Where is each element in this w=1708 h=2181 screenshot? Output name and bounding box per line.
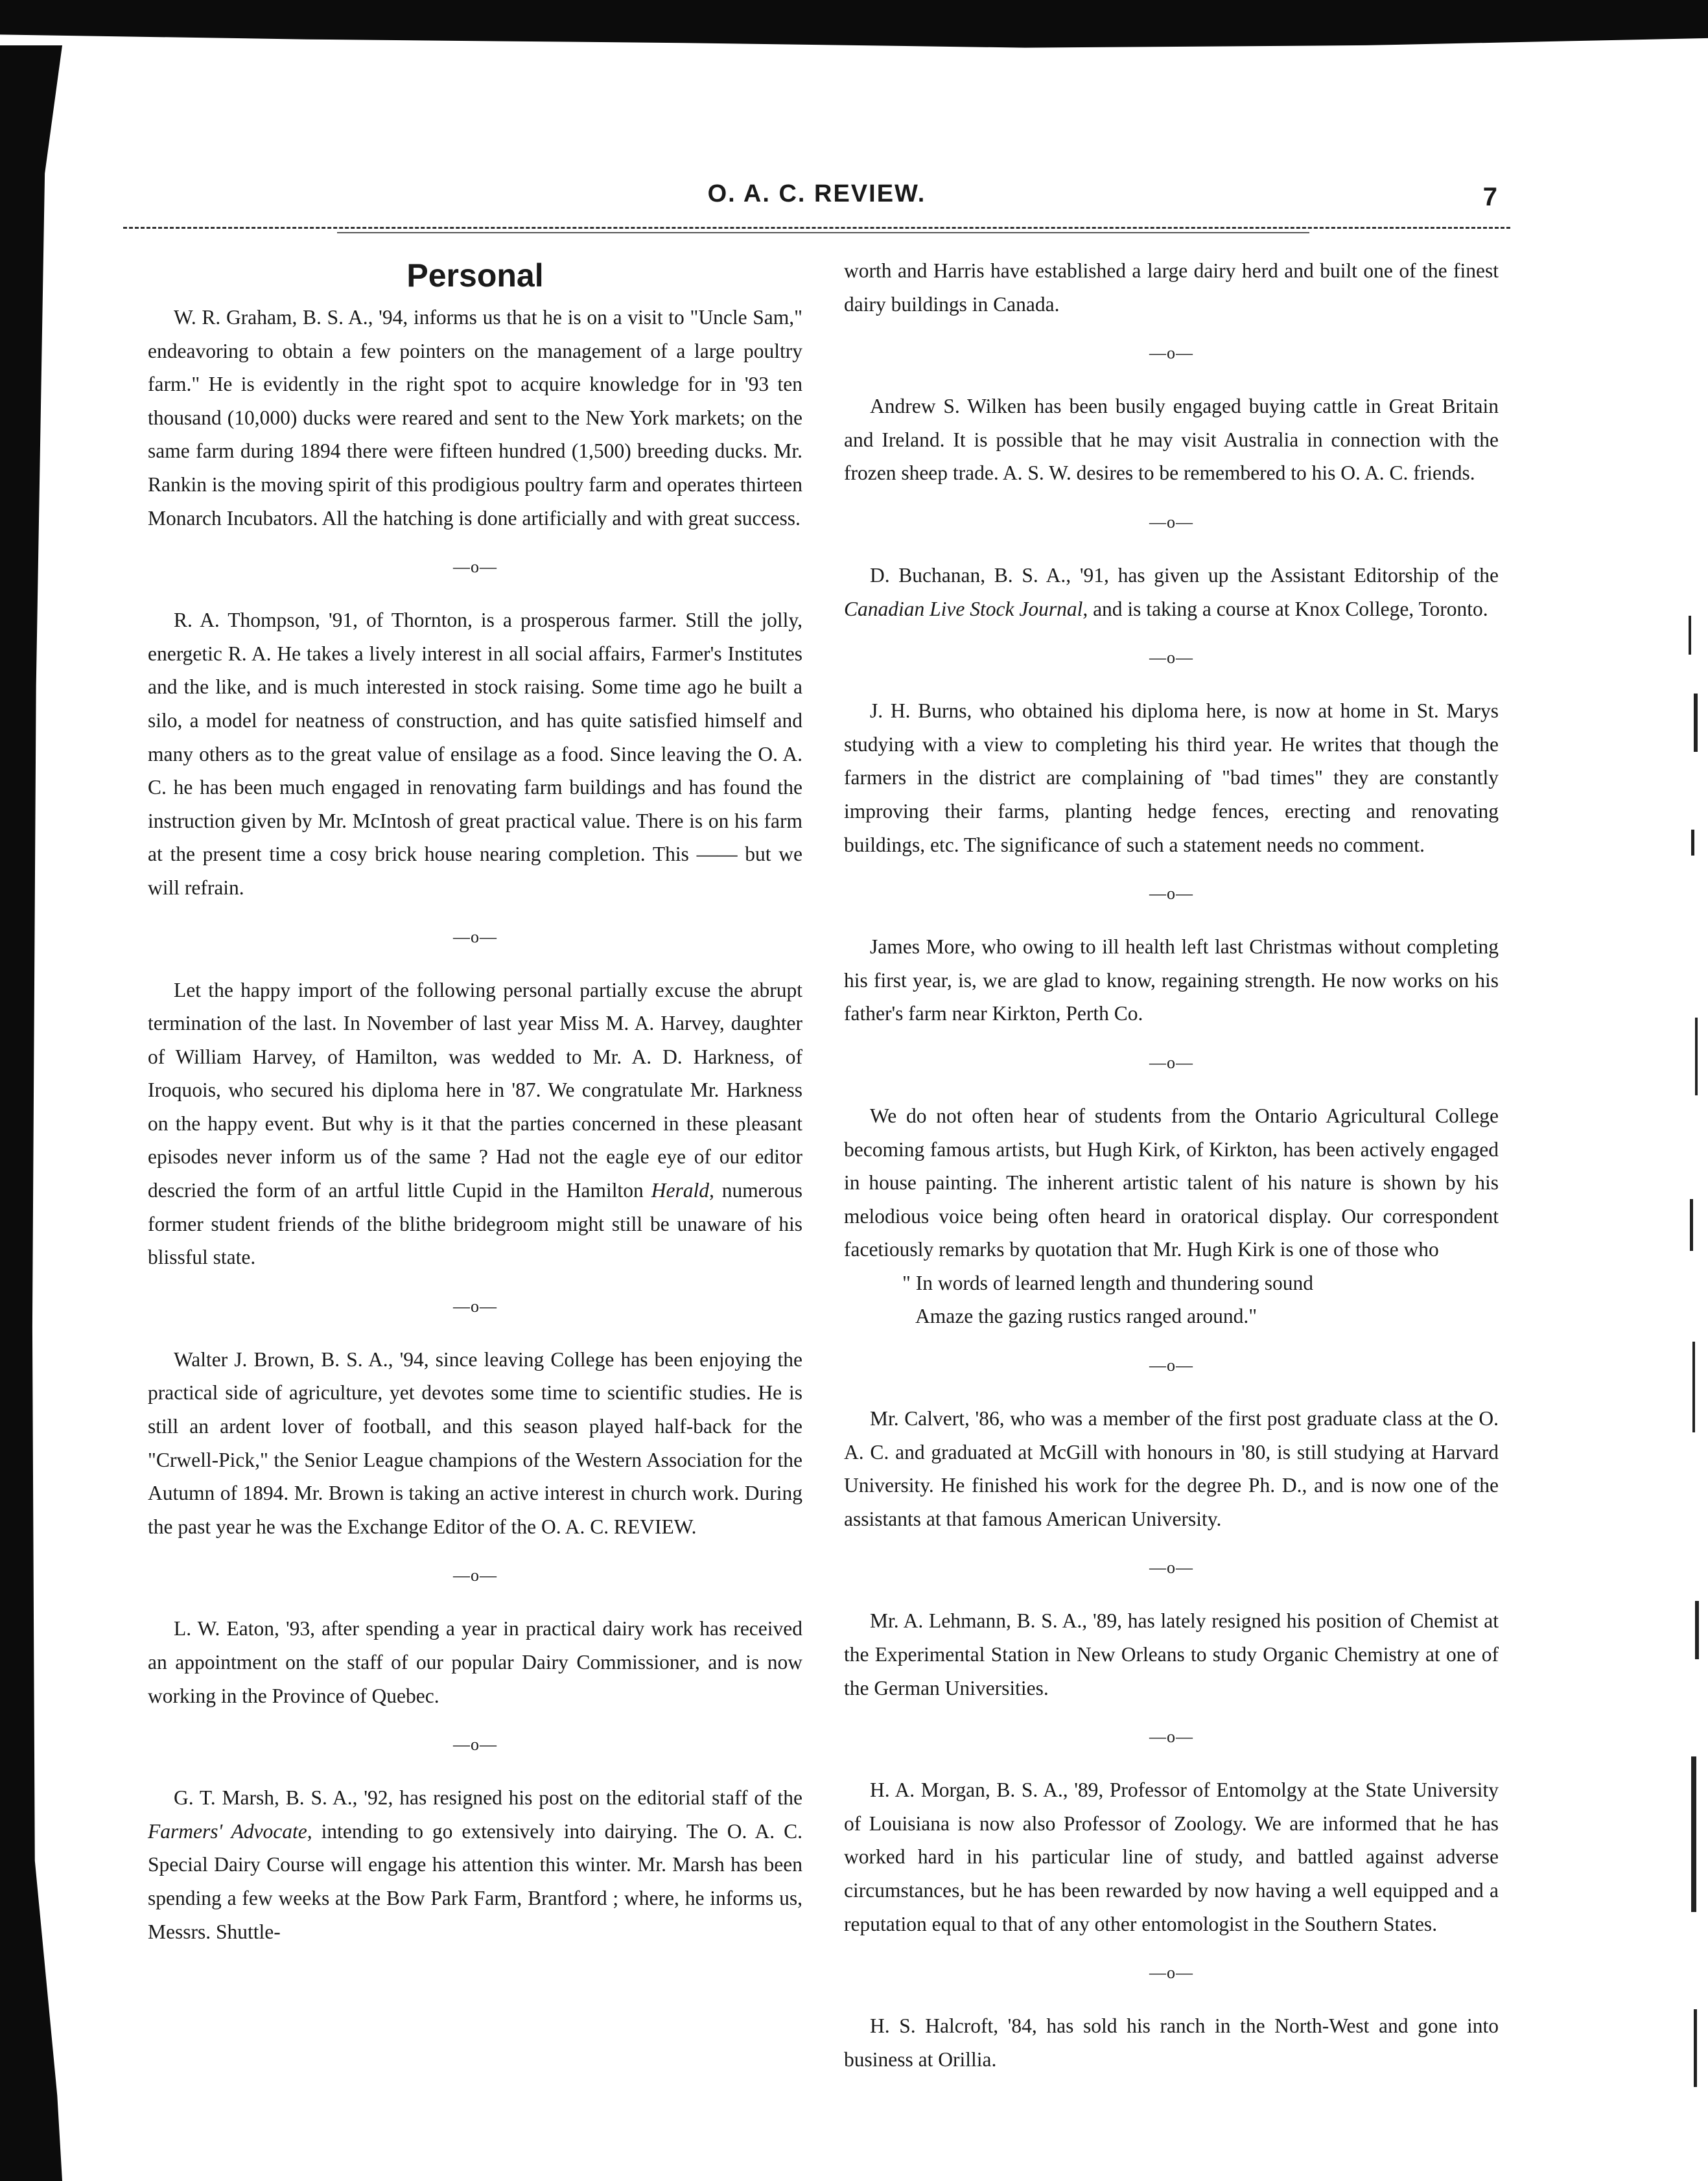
personal-item-brown: Walter J. Brown, B. S. A., '94, since leaving College has been enjoying the practical side of agriculture, yet devotes some time to scientific studies. He is still an ardent lover of football, and this season played half-back for the "Crwell-Pick," the Senior League champions of the Western Association for the Autumn of 1894. Mr. Brown is taking an active interest in church work. During the past year he was the Exchange Editor of the O. A. C. REVIEW. [148,1347,802,1538]
personal-item-marsh [148,1781,802,1948]
item-divider: —o— [1149,1356,1193,1375]
page-number: 7 [1482,183,1497,211]
newspaper-title: Herald, [651,1179,714,1202]
personal-item-graham: W. R. Graham, B. S. A., '94, informs us that he is on a visit to "Uncle Sam," endeavoring to obtain a few pointers on the management of a large poultry farm." He is evidently in the right spot to acquire knowledge for in '93 ten thousand (10,000) ducks were reared and sent to the New York markets; on the same farm during 1894 there were fifteen hundred (1,500) breeding ducks. Mr. Rankin is the moving spirit of this prodigious poultry farm and operates thirteen Monarch Incubators. All the hatching is done artificially and with great success. [148,306,802,530]
personal-item-burns: J. H. Burns, who obtained his diploma here, is now at home in St. Marys studying with a view to completing his third year. He writes that though the farmers in the district are complaining of "bad times" they are constantly improving their farms, planting hedge fences, erecting and renovating buildings, etc. The significance of such a statement needs no comment. [844,699,1499,856]
personal-item-text: D. Buchanan, B. S. A., '91, has given up the Assistant Editorship of the [870,563,1499,587]
item-divider: —o— [453,1735,497,1755]
personal-item-text: intending to go extensively into dairying. The O. A. C. Special Dairy Course will engage his attention this winter. Mr. Marsh has been spending a few weeks at the Bow Park Farm, Brantford ; where, he informs us, Messrs. Shuttle- [148,1819,802,1943]
personal-item-buchanan [844,559,1499,625]
item-divider: —o— [1149,512,1193,531]
scan-right-edge-specks [1676,616,1708,2171]
personal-item-morgan: H. A. Morgan, B. S. A., '89, Professor of Entomolgy at the State University of Louisiana is now also Professor of Zoology. We are informed that he has worked hard in his particular line of study, and battled against adverse circumstances, but he has been rewarded by now having a well equipped and a reputation equal to that of any other entomologist in the Southern States. [844,1779,1499,1935]
item-divider: —o— [1149,1053,1193,1072]
item-divider: —o— [1149,1558,1193,1578]
left-column [148,254,802,1948]
personal-item-marsh-continued: worth and Harris have established a large dairy herd and built one of the finest dairy buildings in Canada. [844,259,1499,316]
item-divider: —o— [1149,1727,1193,1747]
personal-item-calvert: Mr. Calvert, '86, who was a member of the first post graduate class at the O. A. C. and graduated at McGill with honours in '80, is still studying at Harvard University. He finished his work for the degree Ph. D., and is now one of the assistants at that famous American University. [844,1407,1499,1530]
journal-title: Canadian Live Stock Journal, [844,597,1088,620]
personal-item-kirk: We do not often hear of students from the Ontario Agricultural College becoming famous artists, but Hugh Kirk, of Kirkton, has been actively engaged in house painting. The inherent artistic talent of his nature is shown by his melodious voice being often heard in oratorical display. Our correspondent facetiously remarks by quotation that Mr. Hugh Kirk is one of those who [844,1104,1499,1261]
item-divider: —o— [453,927,497,946]
newspaper-title: Farmers' Advocate, [148,1819,312,1843]
item-divider: —o— [1149,648,1193,668]
item-divider: —o— [1149,1963,1193,1983]
personal-item-lehmann: Mr. A. Lehmann, B. S. A., '89, has lately resigned his position of Chemist at the Experimental Station in New Orleans to study Organic Chemistry at one of the German Universities. [844,1609,1499,1699]
header-rule-inner [337,232,1309,233]
personal-item-more: James More, who owing to ill health left last Christmas without completing his first year, is, we are glad to know, regaining strength. He now works on his father's farm near Kirkton, Perth Co. [844,935,1499,1025]
personal-item-harkness [148,974,802,1274]
item-divider: —o— [1149,344,1193,363]
quoted-verse-line-2: Amaze the gazing rustics ranged around." [915,1305,1258,1328]
right-column [844,254,1499,2076]
item-divider: —o— [453,557,497,577]
item-divider: —o— [1149,884,1193,904]
section-title: Personal [406,257,544,294]
personal-item-halcroft: H. S. Halcroft, '84, has sold his ranch in the North-West and gone into business at Orillia. [844,2014,1499,2071]
header-rule [123,227,1510,229]
scan-left-border [0,45,62,2181]
personal-item-text: and is taking a course at Knox College, Toronto. [1088,597,1488,620]
personal-item-wilken: Andrew S. Wilken has been busily engaged buying cattle in Great Britain and Ireland. It is possible that he may visit Australia in connection with the frozen sheep trade. A. S. W. desires to be remembered to his O. A. C. friends. [844,395,1499,485]
item-divider: —o— [453,1566,497,1585]
personal-item-text: G. T. Marsh, B. S. A., '92, has resigned his post on the editorial staff of the [174,1786,802,1810]
personal-item-text: Let the happy import of the following personal partially excuse the abrupt termination of the last. In November of last year Miss M. A. Harvey, daughter of William Harvey, of Hamilton, was wedded to Mr. A. D. Harkness, of Iroquois, who secured his diploma here in '87. We congratulate Mr. Harkness on the happy event. But why is it that the parties concerned in these pleasant episodes never inform us of the same ? Had not the eagle eye of our editor descried the form of an artful little Cupid in the Hamilton [148,978,802,1202]
personal-item-eaton: L. W. Eaton, '93, after spending a year in practical dairy work has received an appointment on the staff of our popular Dairy Commissioner, and is now working in the Province of Quebec. [148,1617,802,1707]
personal-item-thompson: R. A. Thompson, '91, of Thornton, is a prosperous farmer. Still the jolly, energetic R. A. He takes a lively interest in all social affairs, Farmer's Institutes and the like, and is much interested in stock raising. Some time ago he built a silo, a model for neatness of construction, and has quite satisfied himself and many others as to the great value of ensilage as a food. Since leaving the O. A. C. he has been much engaged in renovating farm buildings and has found the instruction given by Mr. McIntosh of great practical value. There is on his farm at the present time a cosy brick house nearing completion. This —— but we will refrain. [148,609,802,899]
personal-item-text: numerous former student friends of the blithe bridegroom might still be unaware of his blissful state. [148,1179,802,1269]
running-title: O. A. C. REVIEW. [707,180,926,207]
item-divider: —o— [453,1296,497,1316]
running-head [123,180,1510,219]
quoted-verse-line-1: " In words of learned length and thundering sound [902,1271,1313,1294]
scan-top-border [0,0,1708,60]
